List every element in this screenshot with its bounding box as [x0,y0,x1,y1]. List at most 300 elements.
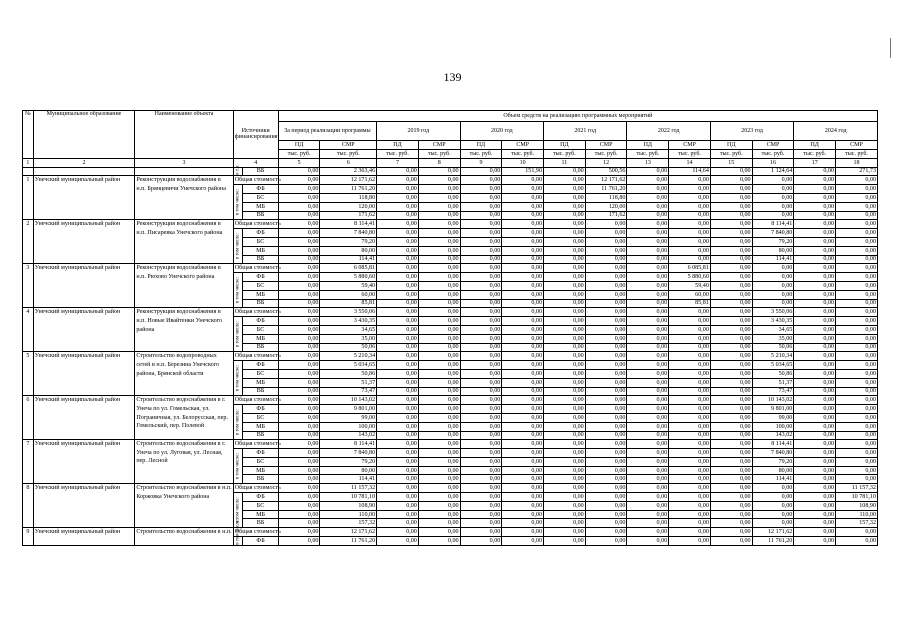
value-cell: 0,00 [627,457,669,466]
header-column-number: 2 [33,158,135,167]
value-cell: 0,00 [836,405,878,414]
value-cell: 0,00 [418,308,460,317]
table-row [23,220,878,229]
value-cell: 0,00 [585,431,627,440]
value-cell: 0,00 [278,440,320,449]
header-column-number: 12 [585,158,627,167]
value-cell: 0,00 [502,308,544,317]
value-cell: 73,47 [320,387,377,396]
value-cell: 0,00 [794,264,836,273]
value-cell: 0,00 [377,493,419,502]
source-cell: БС [243,413,278,422]
value-cell: 0,00 [418,519,460,528]
value-cell: 157,32 [836,519,878,528]
value-cell: 0,00 [710,369,752,378]
value-cell: 0,00 [377,167,419,176]
value-cell: 0,00 [710,475,752,484]
value-cell: 0,00 [502,413,544,422]
value-cell: 0,00 [418,264,460,273]
value-cell: 0,00 [377,431,419,440]
table-row [23,528,878,537]
value-cell: 0,00 [377,343,419,352]
value-cell: 0,00 [627,185,669,194]
value-cell: 0,00 [836,422,878,431]
source-cell: БС [243,325,278,334]
value-cell: 0,00 [544,361,586,370]
value-cell: 0,00 [794,396,836,405]
value-cell: 0,00 [836,308,878,317]
value-cell: 0,00 [836,237,878,246]
value-cell: 0,00 [418,237,460,246]
no-cell [23,167,34,176]
value-cell: 0,00 [460,493,502,502]
value-cell: 0,00 [794,449,836,458]
value-cell: 0,00 [669,176,711,185]
value-cell: 0,00 [710,229,752,238]
source-cell: ВБ [243,211,278,220]
value-cell: 0,00 [794,457,836,466]
source-cell: БС [243,457,278,466]
value-cell: 8 114,41 [320,220,377,229]
header-column-number: 4 [233,158,278,167]
value-cell: 5 034,65 [752,361,794,370]
value-cell: 59,40 [669,281,711,290]
value-cell: 0,00 [460,501,502,510]
value-cell: 73,47 [752,387,794,396]
value-cell: 0,00 [502,273,544,282]
value-cell: 3 550,06 [320,308,377,317]
value-cell: 79,20 [320,457,377,466]
header-period: 2023 год [710,122,793,141]
value-cell: 0,00 [669,440,711,449]
value-cell: 11 157,32 [320,484,377,493]
value-cell: 0,00 [585,369,627,378]
value-cell: 0,00 [627,475,669,484]
source-cell: БС [243,237,278,246]
row-number: 1 [23,176,34,220]
value-cell: 0,00 [836,361,878,370]
value-cell: 0,00 [418,220,460,229]
table-body [23,164,878,545]
value-cell: 0,00 [377,273,419,282]
value-cell: 0,00 [794,528,836,537]
value-cell: 0,00 [502,501,544,510]
value-cell: 0,00 [836,202,878,211]
value-cell: 0,00 [836,264,878,273]
value-cell: 0,00 [794,361,836,370]
object-cell: Строительство водоснабжения в г. Унеча по ул. Гомельская, ул. Пограничная, ул. Белорусская, пер. Гомельский, пер. Полевой [135,396,233,440]
value-cell: 0,00 [794,185,836,194]
value-cell: 0,00 [377,352,419,361]
value-cell: 0,00 [585,519,627,528]
value-cell: 0,00 [752,510,794,519]
value-cell: 0,00 [627,264,669,273]
value-cell: 0,00 [585,493,627,502]
value-cell: 0,00 [794,167,836,176]
value-cell: 0,00 [710,378,752,387]
value-cell: 0,00 [278,413,320,422]
value-cell: 0,00 [836,273,878,282]
value-cell: 0,00 [627,387,669,396]
value-cell: 0,00 [710,246,752,255]
value-cell: 0,00 [794,211,836,220]
value-cell: 0,00 [627,229,669,238]
value-cell: 5 880,60 [320,273,377,282]
municipality-cell: Унечский муниципальный район [33,176,135,220]
value-cell: 0,00 [710,264,752,273]
source-cell: ВБ [243,475,278,484]
value-cell: 0,00 [418,352,460,361]
value-cell: 0,00 [418,211,460,220]
value-cell: 0,00 [502,440,544,449]
value-cell: 0,00 [418,167,460,176]
value-cell: 0,00 [377,176,419,185]
value-cell: 3 550,06 [752,308,794,317]
value-cell: 0,00 [710,440,752,449]
value-cell: 0,00 [710,325,752,334]
header-pd: ПД [710,141,752,150]
value-cell: 0,00 [502,378,544,387]
value-cell: 0,00 [502,220,544,229]
incl-label: в том числе: [233,361,243,396]
value-cell: 0,00 [752,211,794,220]
value-cell: 0,00 [794,290,836,299]
value-cell: 0,00 [278,290,320,299]
value-cell: 0,00 [544,308,586,317]
value-cell: 0,00 [544,185,586,194]
header-column-number: 7 [377,158,419,167]
value-cell: 0,00 [278,246,320,255]
value-cell: 0,00 [460,290,502,299]
value-cell: 114,41 [752,475,794,484]
value-cell: 0,00 [836,528,878,537]
table-row [23,484,878,493]
value-cell: 0,00 [502,369,544,378]
value-cell: 110,00 [836,510,878,519]
value-cell: 0,00 [585,246,627,255]
value-cell: 8 114,41 [752,440,794,449]
value-cell: 0,00 [669,519,711,528]
value-cell: 0,00 [278,308,320,317]
value-cell: 60,00 [320,290,377,299]
value-cell: 0,00 [418,431,460,440]
value-cell: 0,00 [669,501,711,510]
value-cell: 0,00 [377,255,419,264]
value-cell: 0,00 [460,317,502,326]
value-cell: 0,00 [418,422,460,431]
value-cell: 99,00 [752,413,794,422]
source-cell: ФБ [243,229,278,238]
value-cell: 0,00 [585,405,627,414]
value-cell: 0,00 [502,449,544,458]
value-cell: 0,00 [669,466,711,475]
source-cell: ВБ [243,519,278,528]
header-column-number: 11 [544,158,586,167]
value-cell: 51,37 [320,378,377,387]
value-cell: 0,00 [544,396,586,405]
value-cell: 0,00 [669,396,711,405]
value-cell: 0,00 [627,405,669,414]
value-cell: 0,00 [544,440,586,449]
object-cell: Реконструкция водоснабжения в н.п. Писаревка Унечского района [135,220,233,264]
value-cell: 0,00 [418,378,460,387]
value-cell: 0,00 [710,396,752,405]
value-cell: 0,00 [836,537,878,546]
value-cell: 0,00 [585,484,627,493]
value-cell: 0,00 [794,378,836,387]
value-cell: 0,00 [460,387,502,396]
source-total-label: Общая стоимость [234,309,281,316]
value-cell: 0,00 [710,519,752,528]
value-cell: 0,00 [836,299,878,308]
municipality-cell: Унечский муниципальный район [33,352,135,396]
value-cell: 0,00 [418,273,460,282]
source-cell: БС [243,501,278,510]
incl-label: в том числе: [233,405,243,440]
value-cell: 0,00 [418,501,460,510]
value-cell: 0,00 [502,176,544,185]
value-cell: 0,00 [836,290,878,299]
value-cell: 0,00 [377,220,419,229]
source-total-label: Общая стоимость [234,353,281,360]
value-cell: 11 761,20 [752,537,794,546]
value-cell: 0,00 [585,466,627,475]
value-cell: 0,00 [794,493,836,502]
value-cell: 143,02 [320,431,377,440]
value-cell: 0,00 [710,343,752,352]
value-cell: 51,37 [752,378,794,387]
value-cell: 80,00 [320,466,377,475]
value-cell: 0,00 [794,466,836,475]
value-cell: 0,00 [278,281,320,290]
value-cell: 0,00 [544,369,586,378]
value-cell: 0,00 [460,466,502,475]
value-cell: 0,00 [710,387,752,396]
value-cell: 0,00 [544,211,586,220]
value-cell: 0,00 [794,317,836,326]
value-cell: 0,00 [502,185,544,194]
value-cell: 0,00 [502,422,544,431]
header-pd: ПД [794,141,836,150]
value-cell: 79,20 [752,457,794,466]
value-cell: 0,00 [710,510,752,519]
value-cell: 0,00 [710,484,752,493]
value-cell: 8 114,41 [752,220,794,229]
header-unit: тыс. руб. [585,149,627,158]
value-cell: 0,00 [585,501,627,510]
value-cell: 59,40 [320,281,377,290]
value-cell: 0,00 [627,167,669,176]
value-cell: 0,00 [627,537,669,546]
value-cell: 5 880,60 [669,273,711,282]
value-cell: 0,00 [836,475,878,484]
value-cell: 0,00 [794,255,836,264]
value-cell: 0,00 [418,405,460,414]
value-cell: 0,00 [418,176,460,185]
value-cell: 0,00 [278,273,320,282]
value-cell: 0,00 [377,413,419,422]
value-cell: 0,00 [710,422,752,431]
value-cell: 0,00 [752,176,794,185]
value-cell: 0,00 [669,325,711,334]
value-cell: 0,00 [544,519,586,528]
municipality-cell: Унечский муниципальный район [33,440,135,484]
value-cell: 0,00 [627,193,669,202]
source-cell: ВБ [243,343,278,352]
value-cell: 0,00 [794,369,836,378]
header-column-number: 8 [418,158,460,167]
value-cell: 0,00 [836,334,878,343]
header-column-number: 1 [23,158,34,167]
value-cell: 0,00 [278,325,320,334]
value-cell: 34,65 [320,325,377,334]
value-cell: 0,00 [278,229,320,238]
value-cell: 0,00 [794,299,836,308]
value-cell: 0,00 [752,501,794,510]
value-cell: 0,00 [627,422,669,431]
value-cell: 0,00 [794,237,836,246]
value-cell: 100,00 [320,422,377,431]
row-number: 2 [23,220,34,264]
value-cell: 0,00 [460,185,502,194]
value-cell: 0,00 [627,528,669,537]
header-smr: СМР [418,141,460,150]
value-cell: 0,00 [377,202,419,211]
header-pd: ПД [544,141,586,150]
value-cell: 0,00 [585,299,627,308]
value-cell: 0,00 [502,405,544,414]
value-cell: 7 840,80 [320,229,377,238]
value-cell: 12 171,62 [320,528,377,537]
value-cell: 0,00 [460,361,502,370]
value-cell: 0,00 [502,281,544,290]
header-period: За период реализации программы [278,122,376,141]
object-cell: Строительство водоснабжения в г. Унеча по ул. Луговая, ул. Лесная, пер. Лесной [135,440,233,484]
value-cell: 0,00 [502,431,544,440]
value-cell: 0,00 [669,510,711,519]
value-cell: 0,00 [752,290,794,299]
value-cell: 0,00 [669,352,711,361]
value-cell: 0,00 [544,475,586,484]
value-cell: 0,00 [278,449,320,458]
value-cell: 50,86 [752,369,794,378]
value-cell: 0,00 [669,317,711,326]
value-cell: 0,00 [669,334,711,343]
row-number: 8 [23,484,34,528]
value-cell: 0,00 [502,343,544,352]
object-cell: Строительство водоснабжения в н.п. [135,528,233,546]
value-cell: 10 781,10 [836,493,878,502]
row-number: 9 [23,528,34,546]
value-cell: 0,00 [669,237,711,246]
source-cell: ФБ [243,273,278,282]
scan-edge-mark [890,38,891,58]
header-object: Наименование объекта [135,111,233,159]
incl-label: в том числе: [233,493,243,528]
value-cell: 0,00 [460,352,502,361]
value-cell: 0,00 [627,440,669,449]
value-cell: 0,00 [460,299,502,308]
value-cell: 0,00 [627,484,669,493]
value-cell: 0,00 [669,528,711,537]
value-cell: 0,00 [794,193,836,202]
value-cell: 0,00 [669,387,711,396]
value-cell: 0,00 [710,237,752,246]
value-cell: 0,00 [544,449,586,458]
value-cell: 0,00 [836,185,878,194]
value-cell: 0,00 [669,475,711,484]
row-number: 7 [23,440,34,484]
page-number: 139 [443,70,462,84]
value-cell: 0,00 [418,229,460,238]
value-cell: 0,00 [669,185,711,194]
value-cell: 0,00 [710,299,752,308]
value-cell: 0,00 [794,413,836,422]
value-cell: 0,00 [418,246,460,255]
value-cell: 0,00 [585,343,627,352]
value-cell: 0,00 [544,528,586,537]
value-cell: 0,00 [278,237,320,246]
value-cell: 0,00 [460,264,502,273]
header-smr: СМР [320,141,377,150]
value-cell: 0,00 [460,325,502,334]
value-cell: 0,00 [794,475,836,484]
value-cell: 0,00 [836,229,878,238]
value-cell: 0,00 [278,501,320,510]
row-number: 6 [23,396,34,440]
value-cell: 0,00 [278,519,320,528]
header-period: 2019 год [377,122,460,141]
value-cell: 0,00 [377,246,419,255]
value-cell: 0,00 [278,264,320,273]
value-cell: 0,00 [585,317,627,326]
value-cell: 0,00 [418,202,460,211]
header-column-number: 13 [627,158,669,167]
value-cell: 0,00 [627,211,669,220]
value-cell: 7 840,80 [752,449,794,458]
value-cell: 0,00 [418,369,460,378]
value-cell: 12 171,62 [585,176,627,185]
value-cell: 0,00 [377,387,419,396]
value-cell: 0,00 [377,264,419,273]
header-unit: тыс. руб. [752,149,794,158]
value-cell: 0,00 [710,220,752,229]
table-row [23,396,878,405]
value-cell: 0,00 [669,369,711,378]
value-cell: 0,00 [794,246,836,255]
value-cell: 0,00 [710,334,752,343]
value-cell: 0,00 [752,484,794,493]
value-cell: 0,00 [377,422,419,431]
value-cell: 0,00 [544,193,586,202]
municipality-cell [33,167,135,176]
source-cell: ВБ [243,299,278,308]
value-cell: 0,00 [585,378,627,387]
value-cell: 0,00 [627,466,669,475]
value-cell: 0,00 [377,308,419,317]
value-cell: 0,00 [377,237,419,246]
value-cell: 80,00 [752,246,794,255]
value-cell: 0,00 [377,299,419,308]
value-cell: 34,65 [752,325,794,334]
municipality-cell: Унечский муниципальный район [33,528,135,546]
value-cell: 0,00 [836,246,878,255]
value-cell: 0,00 [460,457,502,466]
value-cell: 0,00 [460,405,502,414]
value-cell: 0,00 [627,299,669,308]
incl-label: в том числе: [233,273,243,308]
value-cell: 0,00 [710,176,752,185]
